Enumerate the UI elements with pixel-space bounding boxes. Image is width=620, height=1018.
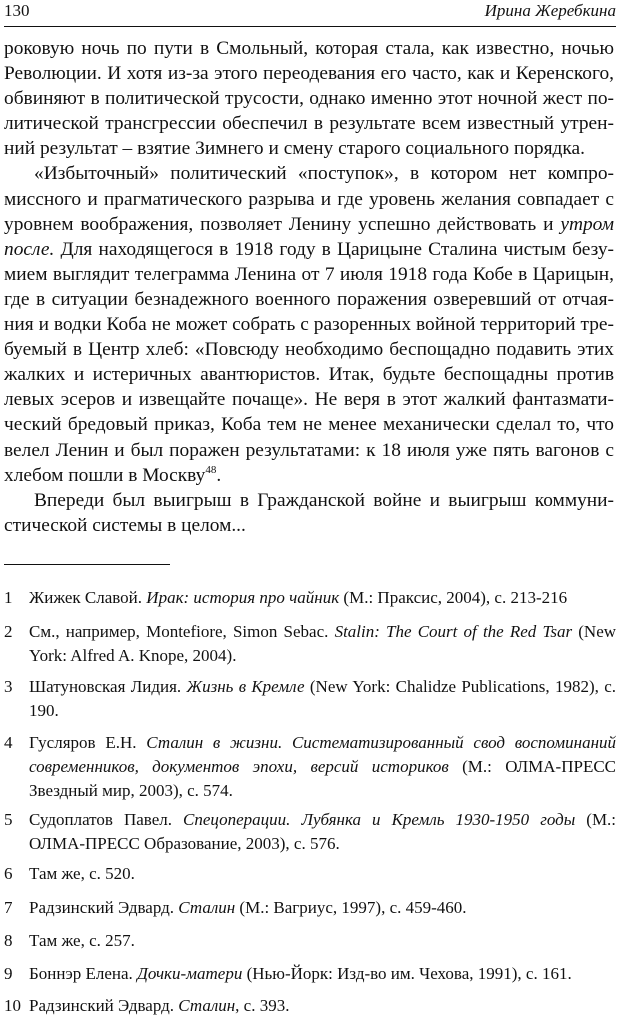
body-line: велел Ленин и был поражен результатами: к 18 июля уже пять вагонов с: [4, 439, 614, 461]
footnote-author: Гусляров Е.Н.: [29, 733, 137, 752]
page-number: 130: [4, 1, 30, 20]
footnote-text: [29, 862, 616, 886]
body-line: ческий бредовый приказ, Коба тем не менее механически сделал то, что: [4, 414, 614, 436]
body-line: буемый в Центр хлеб: «Повсюду необходимо беспощадно подавить этих: [4, 339, 614, 361]
footnote-pub: (М.: Вагриус, 1997), с. 459-460.: [239, 898, 467, 917]
footnote-author: Судоплатов Павел.: [29, 810, 172, 829]
footnote: [4, 962, 616, 986]
footnote-text: [29, 620, 616, 668]
body-line: литической трансгрессии обеспечил в результате всем известный утрен-: [4, 113, 614, 135]
header-rule: [4, 26, 616, 27]
body-line: левых эсеров и извещайте почаще». Не веря в этот жалкий фантазмати-: [4, 389, 614, 411]
footnote-number: 10: [4, 996, 21, 1015]
italic-phrase: после.: [4, 238, 55, 260]
footnote-author: Шатуновская Лидия.: [29, 677, 182, 696]
italic-phrase: утром: [560, 213, 614, 235]
footnote-text: [29, 994, 616, 1018]
footnote-title: Спецоперации. Лубянка и Кремль 1930-1950 годы: [183, 810, 576, 829]
body-line: где в ситуации безнадежного военного поражения озверевший от отчая-: [4, 288, 614, 310]
footnote-number: 4: [4, 733, 13, 752]
main-text: [4, 36, 614, 538]
footnote-pub: , с. 393.: [235, 996, 290, 1015]
footnote-pub: (М.: Праксис, 2004), с. 213-216: [343, 588, 568, 607]
footnote: [4, 896, 616, 920]
footnote-text: [29, 586, 616, 610]
footnote-author: Радзинский Эдвард.: [29, 898, 174, 917]
footnote-separator: [4, 564, 170, 565]
footnote-pub: (М.: ОЛМА-ПРЕСС Образование, 2003), с. 576.: [29, 810, 617, 853]
footnote-number: 2: [4, 622, 13, 641]
body-line: ния и водки Коба не может собрать с разоренных войной территорий тре-: [4, 314, 614, 336]
footnote-number: 6: [4, 864, 13, 883]
footnote-number: 3: [4, 677, 13, 696]
footnote: [4, 929, 616, 953]
body-line: [4, 463, 614, 488]
footnote-text: [29, 808, 616, 856]
body-text-span: Для находящегося в 1918 году в Царицыне Сталина чистым безу-: [60, 238, 614, 260]
body-line: Впереди был выигрыш в Гражданской войне и выигрыш коммуни-: [34, 489, 614, 511]
footnote: [4, 586, 616, 610]
footnote-text: [29, 896, 616, 920]
footnote-title: Жизнь в Кремле: [186, 677, 305, 696]
footnote-text: [29, 731, 616, 803]
body-text-span: хлебом пошли в Москву: [4, 464, 206, 486]
footnote-pub: (Нью-Йорк: Изд-во им. Чехова, 1991), с. 161.: [246, 964, 572, 983]
body-line: [4, 237, 614, 262]
footnote-author: См., например, Montefiore, Simon Sebac.: [29, 622, 329, 641]
footnote-number: 5: [4, 810, 13, 829]
body-line: стической системы в целом...: [4, 514, 246, 536]
footnote-pub: (New York: Alfred A. Knope, 2004).: [29, 622, 617, 665]
footnote-pub: (New York: Chalidze Publications, 1982), с. 190.: [29, 677, 617, 720]
body-text-span: уровнем воображения, позволяет Ленину успешно действовать и: [4, 213, 554, 235]
footnote-title: Stalin: The Court of the Red Tsar: [334, 622, 573, 641]
running-header: [4, 0, 616, 24]
footnote: [4, 731, 616, 803]
footnote-author: Радзинский Эдвард.: [29, 996, 174, 1015]
body-text-span: .: [216, 464, 222, 486]
body-line: обвиняют в политической трусости, однако именно этот ночной жест по-: [4, 88, 614, 110]
footnote: [4, 994, 616, 1018]
footnote-number: 1: [4, 588, 13, 607]
body-line: роковую ночь по пути в Смольный, которая стала, как известно, ночью: [4, 38, 614, 59]
footnote-number: 7: [4, 898, 13, 917]
body-line: мием выглядит телеграмма Ленина от 7 июля 1918 года Кобе в Царицын,: [4, 263, 614, 285]
body-line: ний результат – взятие Зимнего и смену старого социального порядка.: [4, 138, 585, 160]
body-line: «Избыточный» политический «поступок», в котором нет компро-: [34, 163, 614, 185]
body-line: [4, 212, 614, 237]
body-line: миссного и прагматического разрыва и где уровень желания совпадает с: [4, 188, 614, 210]
footnote-author: Жижек Славой.: [29, 588, 143, 607]
footnote-text: [29, 929, 616, 953]
footnote: [4, 862, 616, 886]
footnote-title: Сталин в жизни. Систематизированный свод воспоминаний современников, документов эпохи, версий историков: [29, 733, 617, 776]
footnote: [4, 808, 616, 856]
footnote: [4, 675, 616, 723]
footnote-title: Ирак: история про чайник: [146, 588, 340, 607]
footnote-title: Дочки-матери: [137, 964, 243, 983]
footnote-text: [29, 675, 616, 723]
footnote-marker: 48: [205, 463, 217, 476]
footnote-title: Сталин: [178, 996, 236, 1015]
footnote-author: Боннэр Елена.: [29, 964, 133, 983]
footnote-author: Там же, с. 257.: [29, 931, 135, 950]
footnote: [4, 620, 616, 668]
footnote-author: Там же, с. 520.: [29, 864, 135, 883]
body-line: Революции. И хотя из-за этого переодевания его часто, как и Керенского,: [4, 63, 614, 85]
footnote-number: 9: [4, 964, 13, 983]
body-line: жалких и истеричных авантюристов. Итак, будьте беспощадны против: [4, 364, 614, 386]
footnote-title: Сталин: [178, 898, 236, 917]
footnote-number: 8: [4, 931, 13, 950]
footnote-pub: (М.: ОЛМА-ПРЕСС Звездный мир, 2003), с. 574.: [29, 757, 617, 800]
running-head-author: Ирина Жеребкина: [484, 1, 616, 20]
footnote-text: [29, 962, 616, 986]
